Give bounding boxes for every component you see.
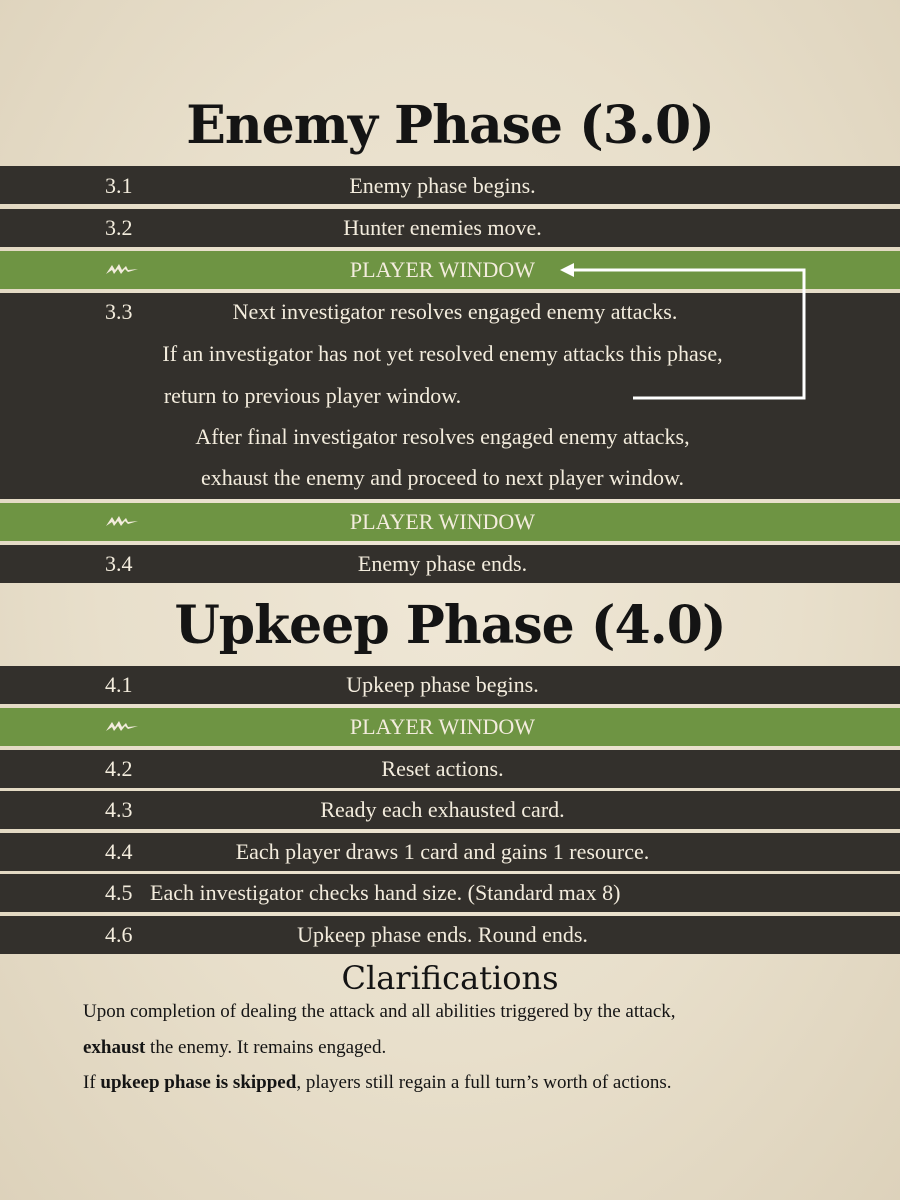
step-number: 4.2 (105, 756, 133, 781)
step-number: 3.2 (105, 215, 133, 240)
step-3-4 (0, 545, 900, 583)
player-window-2 (0, 503, 900, 541)
step-4-6 (0, 916, 900, 954)
step-number: 4.3 (105, 797, 133, 822)
clarification-paragraph-1b (83, 1037, 843, 1059)
step-number: 3.3 (105, 299, 133, 324)
player-window-label: PLAYER WINDOW (349, 509, 536, 534)
step-text: Hunter enemies move. (343, 215, 542, 240)
step-3-3-line-1: Next investigator resolves engaged enemy attacks. (232, 299, 678, 324)
player-window-label: PLAYER WINDOW (349, 714, 536, 739)
step-4-5 (0, 874, 900, 912)
step-number: 4.5 (105, 880, 133, 905)
step-text: Reset actions. (381, 756, 504, 781)
upkeep-phase-title: Upkeep Phase (4.0) (174, 595, 726, 656)
clarification-bold-term: upkeep phase is skipped (100, 1072, 297, 1093)
step-text: Each investigator checks hand size. (Standard max 8) (150, 880, 621, 905)
player-window-label: PLAYER WINDOW (349, 257, 536, 282)
step-number: 4.1 (105, 672, 133, 697)
step-text: Enemy phase begins. (349, 173, 536, 198)
step-4-3 (0, 791, 900, 829)
step-3-3-line-2: If an investigator has not yet resolved enemy attacks this phase, (162, 341, 723, 366)
step-4-1 (0, 666, 900, 704)
clarification-text: the enemy. It remains engaged. (145, 1037, 387, 1058)
step-4-4 (0, 833, 900, 871)
step-3-3-line-4: After final investigator resolves engaged enemy attacks, (195, 424, 690, 449)
enemy-phase-title: Enemy Phase (3.0) (186, 95, 714, 156)
step-3-3-line-3: return to previous player window. (163, 383, 462, 408)
clarification-paragraph-2 (83, 1072, 843, 1094)
step-text: Ready each exhausted card. (320, 797, 565, 822)
clarifications-title: Clarifications (341, 959, 559, 997)
step-number: 3.1 (105, 173, 133, 198)
step-text: Upkeep phase begins. (346, 672, 539, 697)
clarification-bold-term: exhaust (83, 1037, 146, 1058)
step-text: Each player draws 1 card and gains 1 resource. (235, 839, 650, 864)
step-text: Enemy phase ends. (357, 551, 528, 576)
clarification-text: If (83, 1072, 101, 1093)
step-3-3-line-5: exhaust the enemy and proceed to next player window. (200, 465, 685, 490)
step-4-2 (0, 750, 900, 788)
step-number: 4.6 (105, 922, 133, 947)
step-text: Upkeep phase ends. Round ends. (297, 922, 588, 947)
step-number: 3.4 (105, 551, 133, 576)
clarification-paragraph-1a: Upon completion of dealing the attack and all abilities triggered by the attack, (83, 1001, 676, 1022)
clarification-text: , players still regain a full turn’s worth of actions. (296, 1072, 672, 1093)
return-arrow-icon (0, 0, 900, 420)
player-window-3 (0, 708, 900, 746)
step-number: 4.4 (105, 839, 133, 864)
